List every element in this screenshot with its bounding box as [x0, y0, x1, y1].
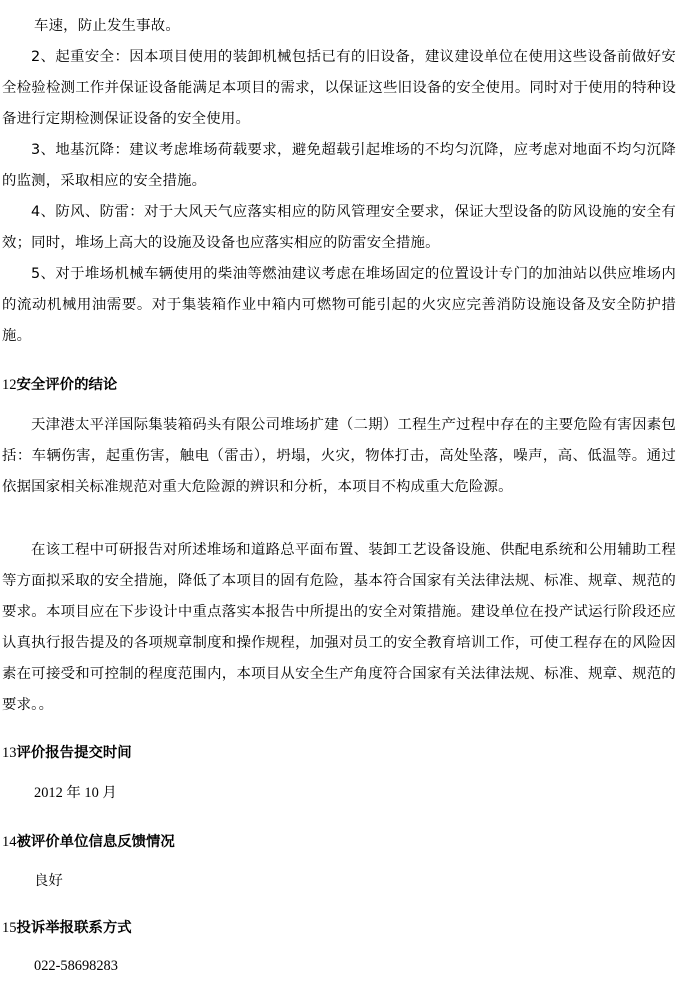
section-15-title: 投诉举报联系方式 [16, 920, 132, 936]
section-14-heading [2, 827, 676, 858]
section-14-number: 14 [2, 834, 17, 850]
section-15-heading [2, 913, 676, 944]
feedback-status: 良好 [34, 873, 63, 889]
submission-date: 2012 年 10 月 [34, 785, 117, 801]
section-12-heading [2, 370, 676, 401]
contact-phone: 022-58698283 [34, 958, 118, 974]
paragraph-continued: 车速，防止发生事故。 [34, 18, 180, 34]
section-15-number: 15 [2, 920, 17, 936]
paragraph-fuel-fire: 5、对于堆场机械车辆使用的柴油等燃油建议考虑在堆场固定的位置设计专门的加油站以供应堆场内的流动机械用油需要。对于集装箱作业中箱内可燃物可能引起的火灾应完善消防设施设备及安全防护措施。 [2, 266, 676, 344]
paragraph-wind-lightning: 4、防风、防雷：对于大风天气应落实相应的防风管理安全要求，保证大型设备的防风设施的安全有效；同时，堆场上高大的设施及设备也应落实相应的防雷安全措施。 [2, 204, 676, 251]
section-14-title: 被评价单位信息反馈情况 [16, 834, 175, 850]
section-12-paragraph-2: 在该工程中可研报告对所述堆场和道路总平面布置、装卸工艺设备设施、供配电系统和公用辅助工程等方面拟采取的安全措施，降低了本项目的固有危险，基本符合国家有关法律法规、标准、规章、规范的要求。本项目应在下步设计中重点落实本报告中所提出的安全对策措施。建设单位在投产试运行阶段还应认真执行报告提及的各项规章制度和操作规程，加强对员工的安全教育培训工作，可使工程存在的风险因素在可接受和可控制的程度范围内，本项目从安全生产角度符合国家有关法律法规、标准、规章、规范的要求。。 [2, 542, 676, 713]
section-13-title: 评价报告提交时间 [16, 745, 132, 761]
paragraph-foundation-settlement: 3、地基沉降：建议考虑堆场荷载要求，避免超载引起堆场的不均匀沉降，应考虑对地面不均匀沉降的监测，采取相应的安全措施。 [2, 142, 676, 189]
section-12-title: 安全评价的结论 [16, 377, 118, 393]
section-12-number: 12 [2, 377, 17, 393]
section-12-paragraph-1: 天津港太平洋国际集装箱码头有限公司堆场扩建（二期）工程生产过程中存在的主要危险有害因素包括：车辆伤害，起重伤害，触电（雷击），坍塌，火灾，物体打击，高处坠落，噪声，高、低温等。通过依据国家相关标准规范对重大危险源的辨识和分析，本项目不构成重大危险源。 [2, 417, 676, 495]
section-13-number: 13 [2, 745, 17, 761]
section-13-heading [2, 738, 676, 769]
paragraph-lifting-safety: 2、起重安全：因本项目使用的装卸机械包括已有的旧设备，建议建设单位在使用这些设备前做好安全检验检测工作并保证设备能满足本项目的需求，以保证这些旧设备的安全使用。同时对于使用的特种设备进行定期检测保证设备的安全使用。 [2, 49, 676, 127]
